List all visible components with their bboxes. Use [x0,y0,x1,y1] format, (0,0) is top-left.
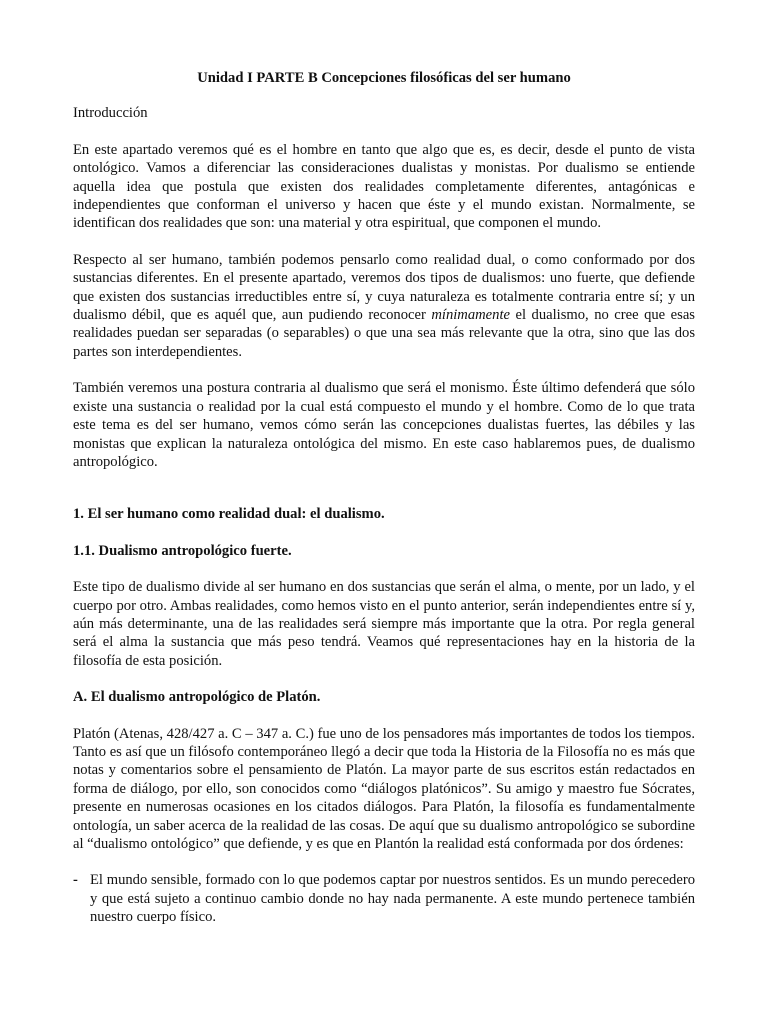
intro-paragraph-1: En este apartado veremos qué es el hombre en tanto que algo que es, es decir, desde el punto de vista ontológico. Vamos a diferenciar las consideraciones dualistas y monistas. Por dualismo se entiende aquella idea que postula que existen dos realidades completamente diferentes, antagónicas e independientes que conforman el universo y hacen que éste y el mundo existan. Normalmente, se identifican dos realidades que son: una material y otra espiritual, que componen el mundo. [73,141,695,232]
intro-heading: Introducción [73,105,148,122]
bullet-list [73,871,695,926]
document-body [73,69,695,927]
dash-bullet-marker: - [73,872,78,889]
list-item [73,871,695,926]
list-item-text: El mundo sensible, formado con lo que podemos captar por nuestros sentidos. Es un mundo perecedero y que está sujeto a continuo cambio donde no hay nada permanente. A este mundo pertenece también nuestro cuerpo físico. [90,872,695,926]
paragraph-2-emphasis: mínimamente [431,307,510,324]
section-a-paragraph: Platón (Atenas, 428/427 a. C – 347 a. C.) fue uno de los pensadores más importantes de todos los tiempos. Tanto es así que un filósofo contemporáneo llegó a decir que toda la Historia de la Filosofía no es más que notas y comentarios sobre el pensamiento de Platón. La mayor parte de sus escritos están redactados en forma de diálogo, por ello, son conocidos como “diálogos platónicos”. Su amigo y maestro fue Sócrates, presente en numerosas ocasiones en los citados diálogos. Para Platón, la filosofía es fundamentalmente ontología, un saber acerca de la realidad de las cosas. De aquí que su dualismo antropológico se subordine al “dualismo ontológico” que defiende, y es que en Plantón la realidad está conformada por dos órdenes: [73,725,695,852]
section-1-1-paragraph: Este tipo de dualismo divide al ser humano en dos sustancias que serán el alma, o mente, por un lado, y el cuerpo por otro. Ambas realidades, como hemos visto en el punto anterior, serán independientes entre sí y, aún más determinante, una de las realidades será siempre más importante que la otra. Por regla general será el alma la sustancia que más peso tendrá. Veamos qué representaciones hay en la historia de la filosofía de esta posición. [73,579,695,669]
section-1-heading: 1. El ser humano como realidad dual: el dualismo. [73,506,385,523]
paragraph-2-text-after: el dualismo, no cree que esas realidades puedan ser separadas (o separables) o que una sea más relevante que la otra, sino que las dos partes son interdependientes. [73,307,695,360]
paragraph-2-text-before: Respecto al ser humano, también podemos pensarlo como realidad dual, o como conformado por dos sustancias diferentes. En el presente apartado, veremos dos tipos de dualismos: uno fuerte, que defiende que existen dos sustancias irreductibles entre sí, y cuya naturaleza es totalmente contraria entre sí; y un dualismo débil, que es aquél que, aun pudiendo reconocer [73,251,695,324]
section-1-1-heading: 1.1. Dualismo antropológico fuerte. [73,542,292,559]
section-a-heading: A. El dualismo antropológico de Platón. [73,689,321,706]
document-title: Unidad I PARTE B Concepciones filosóficas del ser humano [197,70,571,86]
intro-paragraph-2 [73,251,695,361]
intro-paragraph-3: También veremos una postura contraria al dualismo que será el monismo. Éste último defenderá que sólo existe una sustancia o realidad por la cual está compuesto el mundo y el hombre. Como de lo que trata este tema es del ser humano, vemos cómo serán las concepciones dualistas fuertes, las débiles y las monistas que explican la naturaleza ontológica del mismo. En este caso hablaremos pues, de dualismo antropológico. [73,380,695,470]
